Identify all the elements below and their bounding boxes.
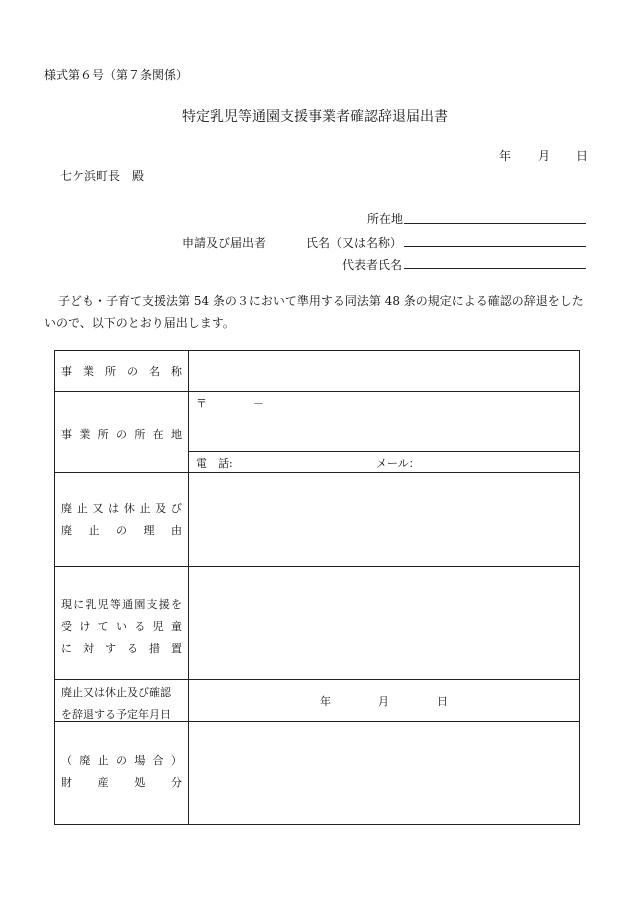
name-line[interactable] (404, 246, 586, 247)
label-char: 在 (152, 428, 164, 441)
form-table (54, 350, 580, 825)
year-label: 年 (499, 149, 512, 163)
label-measures-for-children (55, 593, 188, 659)
label-char: （ (61, 754, 72, 767)
label-char: 及 (155, 502, 167, 515)
label-char: を辞退する予定年月日 (61, 708, 171, 721)
label-line (55, 360, 188, 382)
day-label: 日 (576, 149, 589, 163)
scheduled-month-label: 月 (378, 695, 389, 708)
label-char: 童 (170, 620, 182, 633)
label-char: 場 (134, 754, 146, 767)
label-char: に (73, 598, 85, 611)
label-char: 園 (134, 598, 146, 611)
label-char: 廃止又は休止及び確認 (61, 686, 171, 699)
label-char: 廃 (79, 754, 91, 767)
postal-code-dash[interactable]: － (253, 397, 264, 410)
document-title: 特定乳児等通園支援事業者確認辞退届出書 (182, 109, 448, 125)
label-char: 支 (146, 598, 158, 611)
label-char: ） (170, 754, 182, 767)
label-char: け (79, 620, 91, 633)
postal-mark: 〒 (196, 397, 207, 410)
label-business-address (55, 423, 188, 445)
label-char: る (134, 620, 146, 633)
label-char: 称 (171, 365, 182, 378)
scheduled-day-label: 日 (437, 695, 448, 708)
label-char: 由 (171, 524, 182, 537)
label-char: 産 (97, 776, 109, 789)
label-line (55, 681, 188, 703)
label-line (55, 519, 188, 541)
label-char: 業 (83, 365, 94, 378)
label-char: 対 (83, 642, 94, 655)
closure-reason-cell[interactable] (195, 473, 578, 565)
label-char: 理 (143, 524, 155, 537)
label-char: を (170, 598, 182, 611)
label-line (55, 497, 188, 519)
label-char: 財 (61, 776, 72, 789)
label-char: 名 (149, 365, 160, 378)
label-line (55, 637, 188, 659)
applicant-role: 申請及び届出者 (182, 236, 267, 250)
name-label: 氏名（又は名称） (306, 236, 403, 250)
label-char: 廃 (61, 502, 72, 515)
label-char: 合 (152, 754, 164, 767)
row-divider (55, 679, 579, 680)
label-char: 通 (122, 598, 134, 611)
address-label: 所在地 (367, 212, 404, 226)
label-scheduled-date (55, 681, 188, 725)
label-line (55, 615, 188, 637)
business-name-cell[interactable] (195, 351, 585, 391)
label-char: 措 (149, 642, 160, 655)
label-char: の (127, 365, 138, 378)
label-char: 廃 (61, 524, 72, 537)
label-char: 乳 (85, 598, 97, 611)
representative-label: 代表者氏名 (342, 258, 403, 272)
label-char: 分 (170, 776, 182, 789)
label-line (55, 749, 188, 771)
label-char: 処 (134, 776, 146, 789)
label-char: び (170, 502, 182, 515)
label-char: 現 (61, 598, 72, 611)
label-closure-reason (55, 497, 188, 541)
label-char: 等 (109, 598, 121, 611)
label-line (55, 771, 188, 793)
label-char: 援 (158, 598, 170, 611)
label-char: 児 (97, 598, 109, 611)
email-label: メール： (376, 457, 420, 470)
label-business-name (55, 360, 188, 382)
scheduled-year-label: 年 (320, 695, 331, 708)
label-char: い (115, 620, 127, 633)
label-char: は (108, 502, 120, 515)
label-char: の (115, 428, 127, 441)
label-char: の (116, 524, 127, 537)
label-line (55, 593, 188, 615)
addressee: 七ケ浜町長 殿 (60, 169, 145, 183)
label-line (55, 423, 188, 445)
label-char: 所 (97, 428, 109, 441)
submission-date (499, 147, 588, 164)
label-char: る (127, 642, 138, 655)
phone-label: 電 話: (196, 457, 233, 470)
label-char: の (115, 754, 127, 767)
column-divider (188, 351, 189, 824)
label-char: て (97, 620, 109, 633)
body-text: 子ども・子育て支援法第 54 条の３において準用する同法第 48 条の規定による確認の辞退をしたいので、以下のとおり届出します。 (44, 294, 584, 330)
label-char: す (105, 642, 116, 655)
label-char: 休 (123, 502, 135, 515)
row-divider (55, 391, 579, 392)
label-char: 止 (76, 502, 88, 515)
label-char: 所 (134, 428, 146, 441)
label-char: 又 (92, 502, 104, 515)
label-char: 止 (97, 754, 109, 767)
label-char: 止 (139, 502, 151, 515)
address-line[interactable] (404, 223, 586, 224)
month-label: 月 (538, 149, 551, 163)
label-property-disposal (55, 749, 188, 793)
label-char: 地 (170, 428, 182, 441)
label-char: 業 (79, 428, 91, 441)
label-char: に (61, 642, 72, 655)
form-number: 様式第６号（第７条関係） (44, 68, 189, 82)
label-char: 事 (61, 428, 72, 441)
property-disposal-cell[interactable] (195, 722, 578, 824)
representative-line[interactable] (404, 268, 586, 269)
label-char: 児 (152, 620, 164, 633)
label-char: 置 (171, 642, 182, 655)
label-char: 受 (61, 620, 72, 633)
row-divider (188, 451, 579, 452)
label-char: 事 (61, 365, 72, 378)
label-line (55, 703, 188, 725)
label-char: 止 (88, 524, 100, 537)
label-char: 所 (105, 365, 116, 378)
measures-cell[interactable] (195, 567, 578, 678)
